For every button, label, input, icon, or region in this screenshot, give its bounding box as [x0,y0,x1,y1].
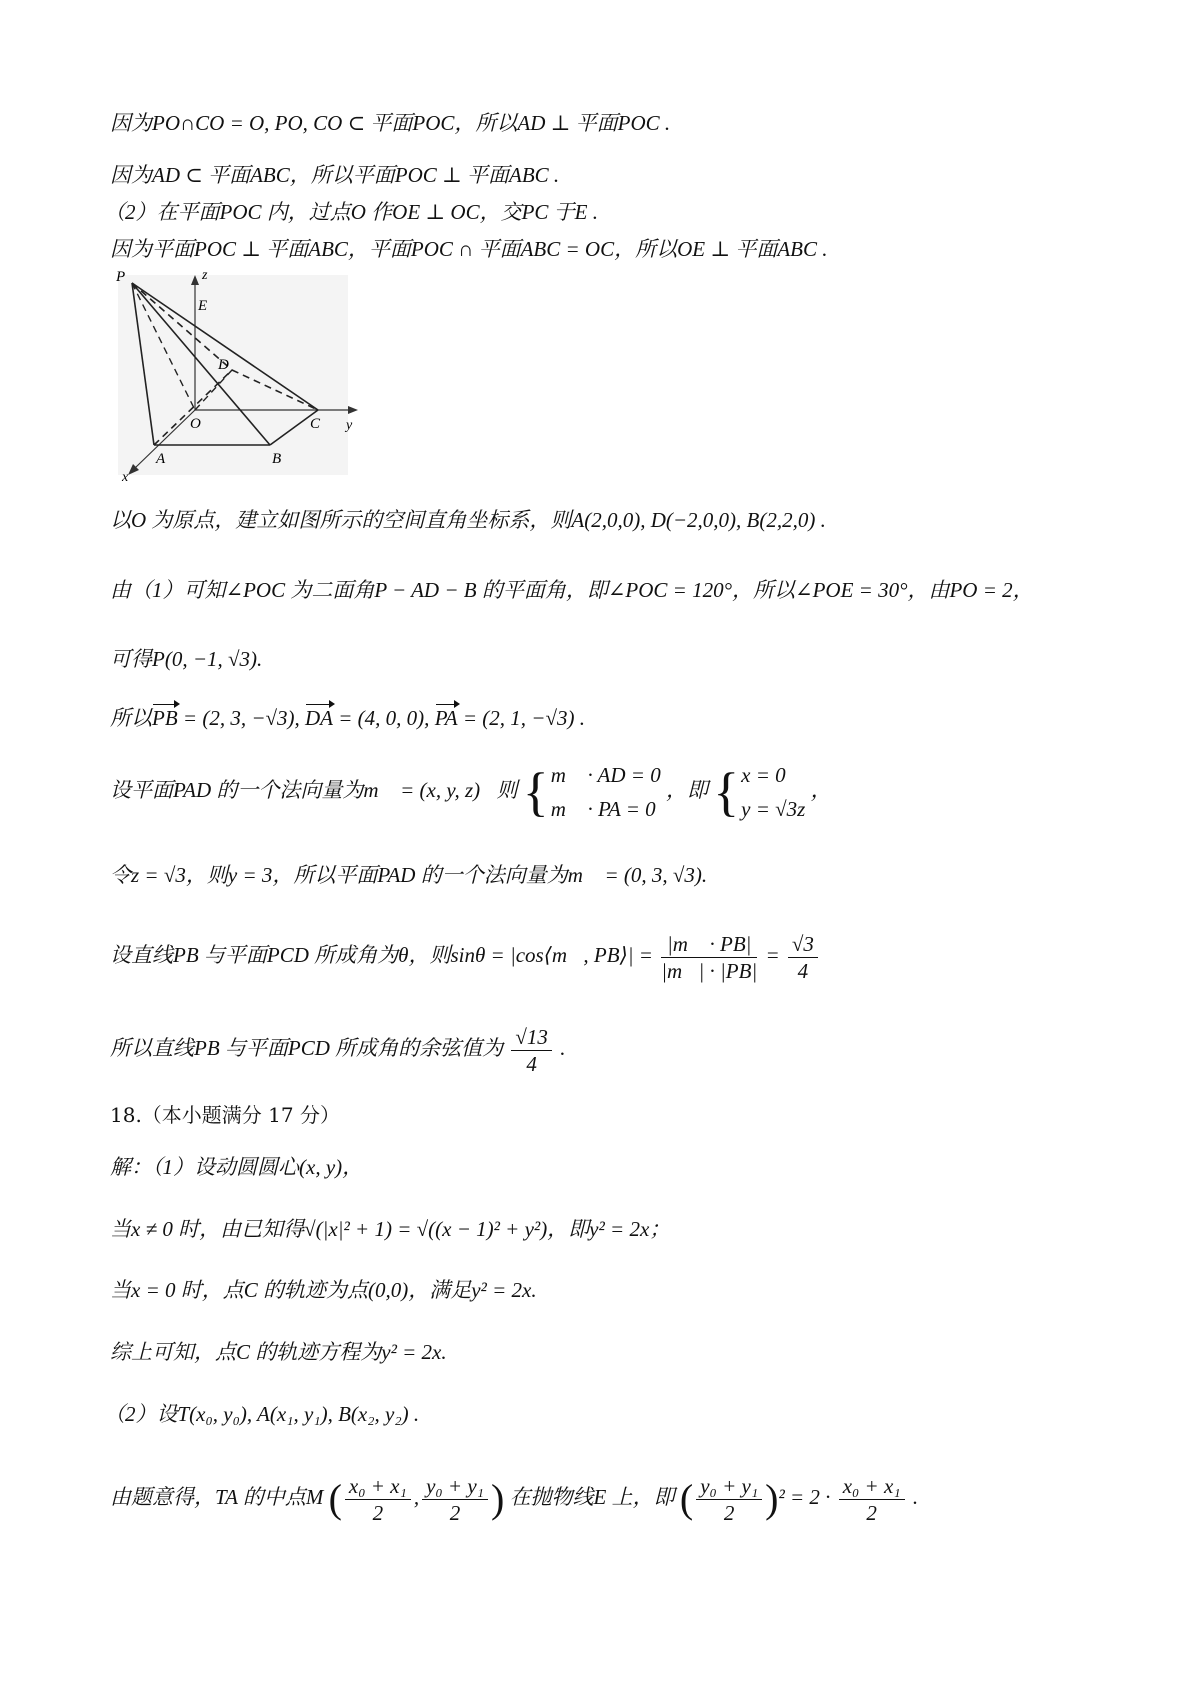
line-2: 因为AD ⊂ 平面ABC，所以平面POC ⊥ 平面ABC . [110,163,560,187]
line-4: 因为平面POC ⊥ 平面ABC，平面POC ∩ 平面ABC = OC，所以OE ⊥ 平面ABC . [110,237,828,261]
line-9: 设平面PAD 的一个法向量为m⃗ = (x, y, z)，则 { m⃗ · AD = 0 m⃗ · PA = 0 ，即 { x = 0 y = √3z ， [110,762,832,823]
line-8: 所以PB = (2, 3, −√3), DA = (4, 0, 0), PA = (2, 1, −√3) . [110,703,585,733]
line-6: 由（1）可知∠POC 为二面角P − AD − B 的平面角，即∠POC = 120°，所以∠POE = 30°，由PO = 2， [110,578,1034,602]
line-10: 令z = √3，则y = 3，所以平面PAD 的一个法向量为m⃗ = (0, 3, √3). [110,863,708,887]
line-12: 所以直线PB 与平面PCD 所成角的余弦值为 $\frac{√13}{4}$ . [110,1024,566,1076]
line-15: 当x ≠ 0 时，由已知得√(|x|² + 1) = √((x − 1)² + y²)，即y² = 2x； [110,1217,671,1241]
coordinate-figure [110,265,370,485]
label-P: P [116,269,126,285]
line-1: 因为PO∩CO = O, PO, CO ⊂ 平面POC，所以AD ⊥ 平面POC . [110,111,671,135]
label-E: E [198,298,208,314]
line-16: 当x = 0 时，点C 的轨迹为点(0,0)，满足y² = 2x. [110,1278,537,1302]
label-O: O [190,416,201,432]
line-13: 18.（本小题满分 17 分） [110,1103,340,1127]
label-z: z [202,268,208,283]
line-7: 可得P(0, −1, √3). [110,647,263,671]
line-11: 设直线PB 与平面PCD 所成角为θ，则sinθ = |cos⟨m⃗, PB⟩| = $\frac{|m⃗ \cdot PB|}{|m⃗| \cdot |PB|}$ = $\frac{√3}{4}$ [110,915,821,995]
label-C: C [310,416,321,432]
line-14: 解：（1）设动圆圆心(x, y)， [110,1155,364,1179]
line-5: 以O 为原点，建立如图所示的空间直角坐标系，则A(2,0,0), D(−2,0,0), B(2,2,0) . [110,508,826,532]
label-x: x [122,470,129,485]
line-3: （2）在平面POC 内，过点O 作OE ⊥ OC，交PC 于E . [104,200,598,224]
label-A: A [156,451,166,467]
label-D: D [218,357,229,373]
line-19: 由题意得，TA 的中点M ( $\frac{\text{x₀ + x₁}}{2}$ , $\frac{\text{y₀ + y₁}}{2}$ ) 在抛物线E 上，即 ( $\frac{\text{y₀ + y₁}}{2}$ )² = 2 · $\frac{\text{x₀ + x₁}}{2}$ . [110,1473,919,1525]
label-B: B [272,451,282,467]
line-17: 综上可知，点C 的轨迹方程为y² = 2x. [110,1340,447,1364]
line-18: （2）设T(x₀, y₀), A(x₁, y₁), B(x₂, y₂) . [104,1402,420,1426]
label-y: y [346,418,353,433]
